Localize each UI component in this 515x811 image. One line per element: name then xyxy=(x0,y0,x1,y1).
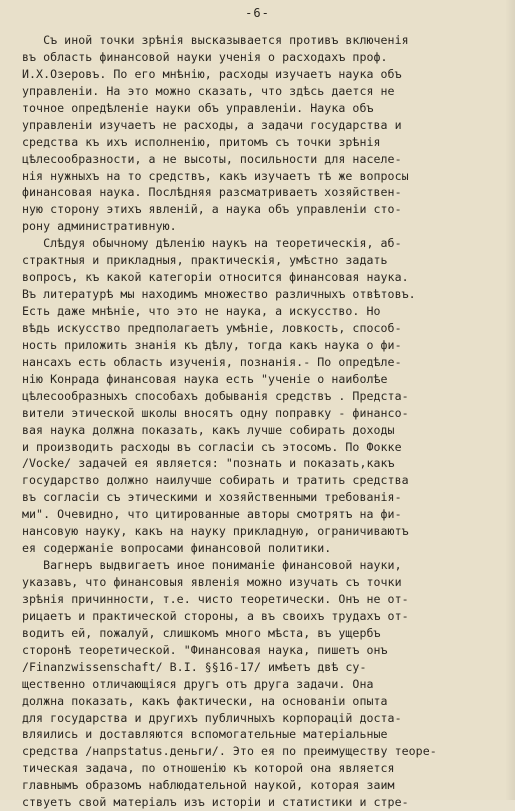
text-line: /Finanzwissenschaft/ B.I. §§16-17/ имѣетъ двѣ су- xyxy=(22,659,367,674)
body-text xyxy=(22,32,502,811)
text-line: нія нужныхъ на то средствъ, какъ изучаетъ тѣ же вопросы xyxy=(22,168,409,183)
text-line: И.Х.Озеровъ. По его мнѣнію, расходы изучаетъ наука объ xyxy=(22,66,402,81)
text-line: ея содержаніе вопросами финансовой политики. xyxy=(22,541,332,556)
text-line: рону административную. xyxy=(22,219,177,234)
text-line: Съ иной точки зрѣнія высказывается противъ включенія xyxy=(22,33,409,47)
text-line: /Vocke/ задачей ея является: "познать и показать,какъ xyxy=(22,456,395,471)
text-line: нансахъ есть область изученія, познанія.- По опредѣле- xyxy=(22,354,402,369)
text-line: Слѣдуя обычному дѣленію наукъ на теоретическія, аб- xyxy=(22,236,402,251)
text-line: и производить расходы въ согласіи съ этосомъ. По Фокке xyxy=(22,439,402,454)
text-line: вая наука должна показать, какъ лучше собирать доходы xyxy=(22,422,395,437)
text-line: въ область финансовой науки ученія о расходахъ проф. xyxy=(22,49,388,64)
text-line: управленіи. На это можно сказать, что здѣсь дается не xyxy=(22,83,395,98)
text-line: главнымъ образомъ наблюдательной наукой, которая заим xyxy=(22,778,395,793)
text-line: сторонѣ теоретической. "Финансовая наука, пишетъ онъ xyxy=(22,642,388,657)
text-line: ствуетъ свой матеріалъ изъ исторіи и статистики и стре- xyxy=(22,795,409,810)
text-line: государство должно наилучше собирать и тратить средства xyxy=(22,473,409,488)
text-line: вители этической школы вносятъ одну поправку - финансо- xyxy=(22,405,409,420)
text-line: средства къ ихъ исполненію, притомъ съ точки зрѣнія xyxy=(22,134,381,149)
text-line: указавъ, что финансовыя явленія можно изучать съ точки xyxy=(22,575,402,589)
text-line: цѣлесообразности, а не высоты, посильности для населе- xyxy=(22,151,402,166)
text-line: управленіи изучаетъ не расходы, а задачи государства и xyxy=(22,117,402,132)
text-line: рицаетъ и практической стороны, а въ своихъ трудахъ от- xyxy=(22,608,409,623)
text-line: Есть даже мнѣніе, что это не наука, а искусство. Но xyxy=(22,304,381,318)
text-line: ми". Очевидно, что цитированные авторы смотрятъ на фи- xyxy=(22,507,402,522)
text-line: финансовая наука. Послѣдняя разсматриваетъ хозяйствен- xyxy=(22,185,402,200)
text-line: водитъ ей, пожалуй, слишкомъ много мѣста, въ ущербъ xyxy=(22,625,381,640)
text-line: въ согласіи съ этическими и хозяйственными требованія- xyxy=(22,490,402,505)
text-line: средства /напрstatus.деньги/. Это ея по преимуществу теоре- xyxy=(22,744,437,759)
page-edge-shadow xyxy=(505,0,515,800)
text-line: Вагнеръ выдвигаетъ иное пониманіе финансовой науки, xyxy=(22,558,402,573)
text-line: ность приложить знанія къ дѣлу, тогда какъ наука о фи- xyxy=(22,337,402,352)
text-line: нансовую науку, какъ на науку прикладную, ограничиваютъ xyxy=(22,524,409,539)
page-number: -6- xyxy=(245,6,270,20)
text-line: вляились и доставляются вспомогательные матеріальные xyxy=(22,727,388,742)
text-line: должна показать, какъ фактически, на основаніи опыта xyxy=(22,693,388,708)
text-line: ную сторону этихъ явленій, а наука объ управленіи сто- xyxy=(22,202,402,217)
text-line: Въ литературѣ мы находимъ множество различныхъ отвѣтовъ. xyxy=(22,287,416,302)
text-line: для государства и другихъ публичныхъ корпорацій доста- xyxy=(22,710,402,725)
text-line: тическая задача, по отношенію къ которой она является xyxy=(22,761,395,776)
text-line: страктныя и прикладныя, практическія, умѣстно задать xyxy=(22,253,388,268)
text-line: вѣдь искусство предполагаетъ умѣніе, ловкость, способ- xyxy=(22,320,402,335)
text-line: щественно отличающіяся другъ отъ друга задачи. Она xyxy=(22,676,374,691)
text-line: зрѣнія причинности, т.е. чисто теоретически. Онъ не от- xyxy=(22,591,409,606)
text-line: нію Конрада финансовая наука есть "ученіе о наиболѣе xyxy=(22,371,388,386)
text-line: точное опредѣленіе науки объ управленіи. Наука объ xyxy=(22,100,374,115)
text-line: цѣлесообразныхъ способахъ добыванія средствъ . Предста- xyxy=(22,388,409,403)
text-line: вопросъ, къ какой категоріи относится финансовая наука. xyxy=(22,270,409,285)
